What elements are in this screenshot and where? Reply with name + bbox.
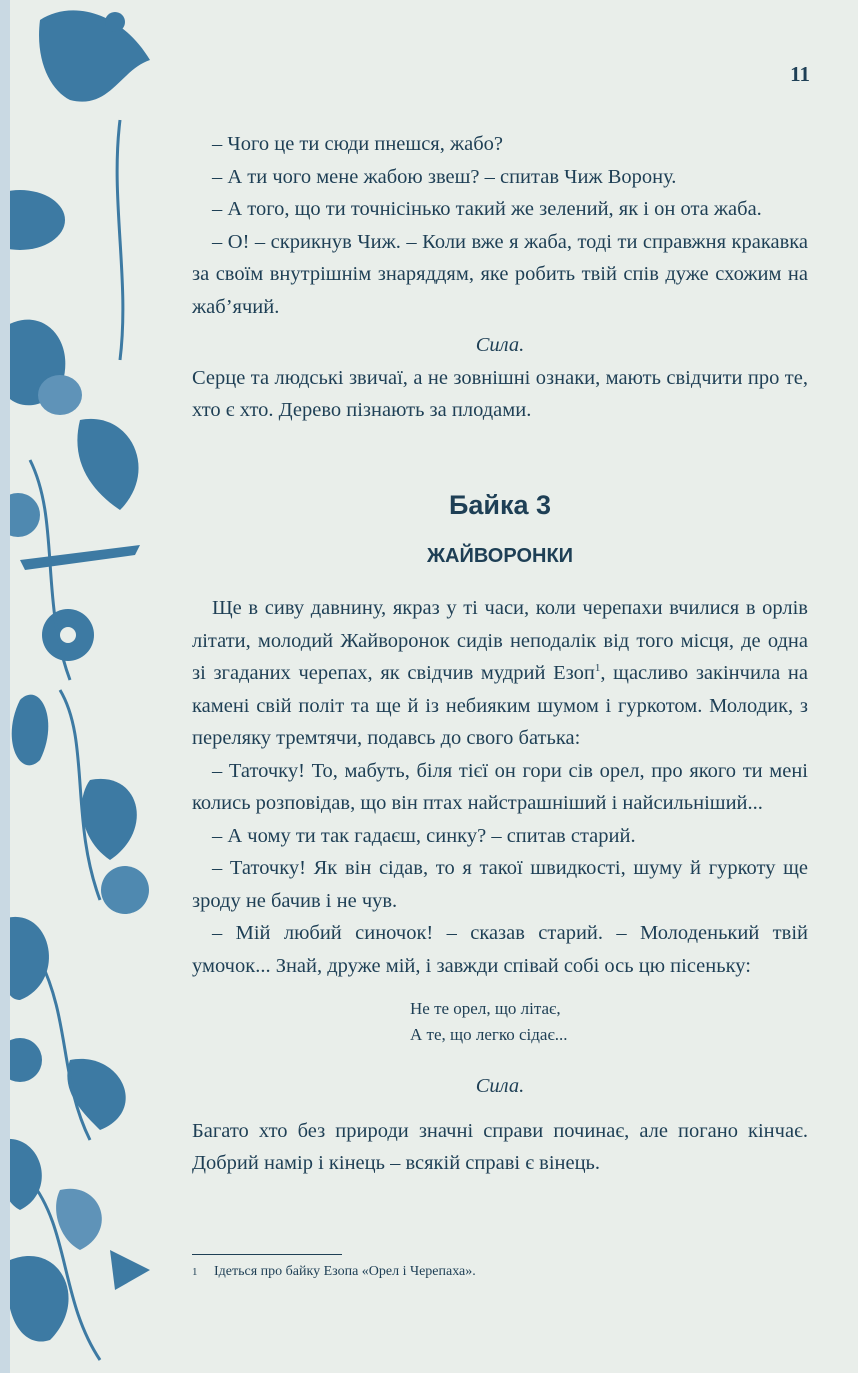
- dialogue-line: – А ти чого мене жабою звеш? – спитав Чиж Ворону.: [212, 165, 677, 188]
- dialogue-line: – Таточку! То, мабуть, біля тієї он гори сів орел, про якого ти мені колись розповідав, що він птах найстрашніший і найсильніший...: [192, 759, 808, 814]
- dialogue-line: – Чого це ти сюди пнешся, жабо?: [212, 133, 504, 155]
- dialogue-line: – Мій любий синочок! – сказав старий. – Молоденький твій умочок... Знай, друже мій, і завжди співай собі ось цю пісеньку:: [192, 922, 808, 977]
- fable2-ending: [192, 128, 808, 427]
- verse: [192, 996, 808, 1048]
- moral-label: Сила.: [475, 334, 525, 356]
- fable-title: Байка 3: [448, 490, 552, 520]
- dialogue-line: – А чому ти так гадаєш, синку? – спитав старий.: [212, 824, 636, 847]
- page-edge: [0, 0, 10, 1373]
- fable3-body: [192, 592, 808, 1180]
- footnote-text: Ідеться про байку Езопа «Орел і Черепаха».: [214, 1264, 476, 1279]
- dialogue-line: – О! – скрикнув Чиж. – Коли вже я жаба, тоді ти справжня кракавка за своїм внутрішнім знаряддям, яке робить твій спів дуже схожим на жаб’ячий.: [192, 230, 808, 318]
- moral-text: Серце та людські звичаї, а не зовнішні ознаки, мають свідчити про те, хто є хто. Дерево пізнають за плодами.: [192, 366, 808, 421]
- dialogue-line: – А того, що ти точнісінько такий же зелений, як і он ота жаба.: [212, 198, 762, 220]
- footnote: [192, 1262, 808, 1282]
- footnote-divider: [192, 1254, 342, 1255]
- bird-icon: [39, 10, 150, 101]
- verse-line: А те, що легко сідає...: [410, 1025, 568, 1044]
- fable-subtitle: ЖАЙВОРОНКИ: [426, 545, 574, 567]
- page-number: 11: [790, 62, 810, 86]
- dialogue-line: – Таточку! Як він сідав, то я такої швидкості, шуму й гуркоту ще зроду не бачив і не чув.: [192, 857, 808, 912]
- footnote-ref[interactable]: 1: [594, 662, 601, 675]
- moral-text: Багато хто без природи значні справи починає, але погано кінчає. Добрий намір і кінець – всякій справі є вінець.: [192, 1119, 808, 1174]
- floral-border-illustration: [0, 0, 160, 1373]
- moral-label: Сила.: [475, 1075, 525, 1097]
- footnote-mark: 1: [192, 1266, 198, 1278]
- intro-paragraph: Ще в сиву давнину, якраз у ті часи, коли черепахи вчилися в орлів літати, молодий Жайворонок сидів неподалік від того місця, де одна зі згаданих черепах, як свідчив мудрий Езоп$^1$, щасливо закінчила на камені свій політ та ще й із небияким шумом і гуркотом. Молодик, з переляку тремтячи, подавсь до свого батька:: [192, 597, 808, 749]
- verse-line: Не те орел, що літає,: [410, 999, 561, 1018]
